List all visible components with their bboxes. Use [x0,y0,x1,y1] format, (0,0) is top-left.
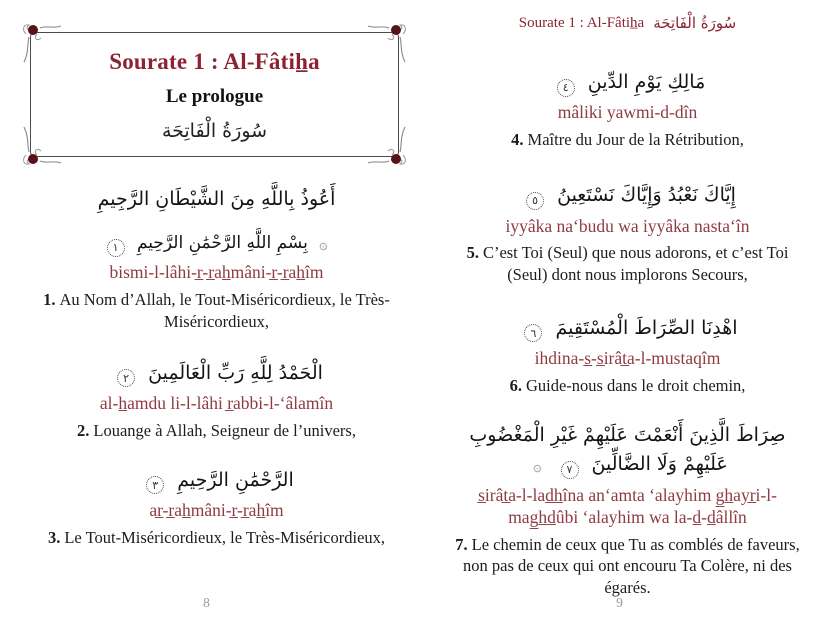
ayah-5-marker: ٥ [526,192,544,210]
verse-7-translation [443,534,812,599]
verse-2-transliteration: al-h̲amdu li-l-lâhi r̲abbi-l-‘âlamîn [99,392,334,413]
verse-block-4 [443,68,812,151]
verse-7-arabic-text: صِرَاطَ الَّذِينَ أَنْعَمْتَ عَلَيْهِمْ غَيْرِ الْمَغْضُوبِ عَلَيْهِمْ وَلَا الضَّالِّينَ [469,424,786,476]
istiadha-text: أَعُوذُ بِاللَّهِ مِنَ الشَّيْطَانِ الرَّجِيمِ [97,188,336,210]
verse-1-arabic [30,230,403,257]
verse-3-translation [30,527,403,549]
surah-title: Sourate 1 : Al-Fâtih̲a [109,49,320,74]
verse-5-translation-text: C’est Toi (Seul) que nous adorons, et c’est Toi (Seul) dont nous implorons Secours, [482,243,789,285]
verse-1-arabic-text: بِسْمِ اللَّهِ الرَّحْمَٰنِ الرَّحِيمِ [136,233,308,254]
verse-block-2 [30,359,403,442]
surah-subtitle: Le prologue [165,86,264,107]
running-header-text: Sourate 1 : Al-Fâtih̲a [518,14,645,31]
verse-5-translation [443,242,812,286]
verse-block-5 [443,181,812,286]
verse-6-transliteration: ihdina-s̲-s̲irât̲a-l-mustaqîm [534,348,721,369]
verse-6-translation-text: Guide-nous dans le droit chemin, [525,376,746,396]
verse-7-arabic [443,421,812,480]
verse-block-7 [443,421,812,599]
verse-1-number: 1. [43,290,56,309]
running-header-arabic: سُورَةُ الْفَاتِحَة [653,14,737,32]
verse-2-translation [30,420,403,442]
verse-block-3 [30,466,403,549]
page-number-right: 9 [616,595,623,610]
ayah-7-marker: ٧ [561,461,579,479]
verse-4-arabic [443,68,812,97]
verse-7-transliteration: s̲irât̲a-l-lad̲h̲îna an‘amta ‘alayhim g̲h̲ayr̲i-l-mag̲h̲d̲ûbi ‘alayhim wa la-d̲-d̲âllîn [478,484,777,527]
verse-5-arabic-text: إِيَّاكَ نَعْبُدُ وَإِيَّاكَ نَسْتَعِينُ [557,184,736,207]
page-number-left: 8 [203,595,210,610]
verse-2-number: 2. [77,420,90,440]
verse-1-translation [30,289,403,333]
verse-7-translation-text: Le chemin de ceux que Tu as comblés de faveurs, non pas de ceux qui ont encouru Ta Colère, ni des égarés. [463,534,800,598]
verse-3-transliteration: ar̲-r̲ah̲mâni-r̲-r̲ah̲îm [149,500,284,521]
verse-4-translation-text: Maître du Jour de la Rétribution, [527,130,744,150]
surah-end-ornament-icon: ۞ [533,459,542,476]
verse-5-transliteration: iyyâka na‘budu wa iyyâka nasta‘în [505,215,750,236]
ayah-4-marker: ٤ [557,79,575,97]
ayah-6-marker: ٦ [524,324,542,342]
verse-4-arabic-text: مَالِكِ يَوْمِ الدِّينِ [587,71,706,93]
verse-5-number: 5. [466,243,479,263]
verse-4-transliteration: mâliki yawmi-d-dîn [557,102,698,123]
istiadha-arabic [30,185,403,214]
verse-6-translation [443,375,812,397]
ayah-1-marker: ١ [107,239,125,257]
verse-7-number: 7. [455,534,468,554]
verse-4-translation [443,129,812,151]
running-header [443,14,812,32]
page-right [413,0,826,620]
verse-6-arabic [443,314,812,343]
surah-arabic-title: سُورَةُ الْفَاتِحَة [161,120,268,142]
verse-block-6 [443,314,812,397]
verse-block-1 [30,230,403,332]
verse-5-arabic [443,181,812,210]
verse-2-translation-text: Louange à Allah, Seigneur de l’univers, [93,420,356,440]
verse-3-translation-text: Le Tout-Miséricordieux, le Très-Miséricordieux, [64,527,386,547]
surah-title-box [30,32,399,157]
verse-6-number: 6. [509,376,522,396]
surah-start-ornament-icon: ۞ [319,237,328,254]
verse-1-transliteration: bismi-l-lâhi-r̲-r̲ah̲mâni-r̲-r̲ah̲îm [109,262,324,283]
verse-3-number: 3. [47,527,61,547]
verse-1-translation-text: Au Nom d’Allah, le Tout-Miséricordieux, le Très-Miséricordieux, [59,290,390,331]
verse-2-arabic-text: الْحَمْدُ لِلَّهِ رَبِّ الْعَالَمِينَ [148,361,323,384]
verse-3-arabic-text: الرَّحْمَٰنِ الرَّحِيمِ [177,468,294,491]
verse-2-arabic [30,359,403,388]
verse-4-number: 4. [511,130,524,150]
verse-3-arabic [30,466,403,495]
ayah-3-marker: ٣ [146,476,164,494]
ayah-2-marker: ٢ [117,369,135,387]
verse-6-arabic-text: اهْدِنَا الصِّرَاطَ الْمُسْتَقِيمَ [555,316,738,339]
